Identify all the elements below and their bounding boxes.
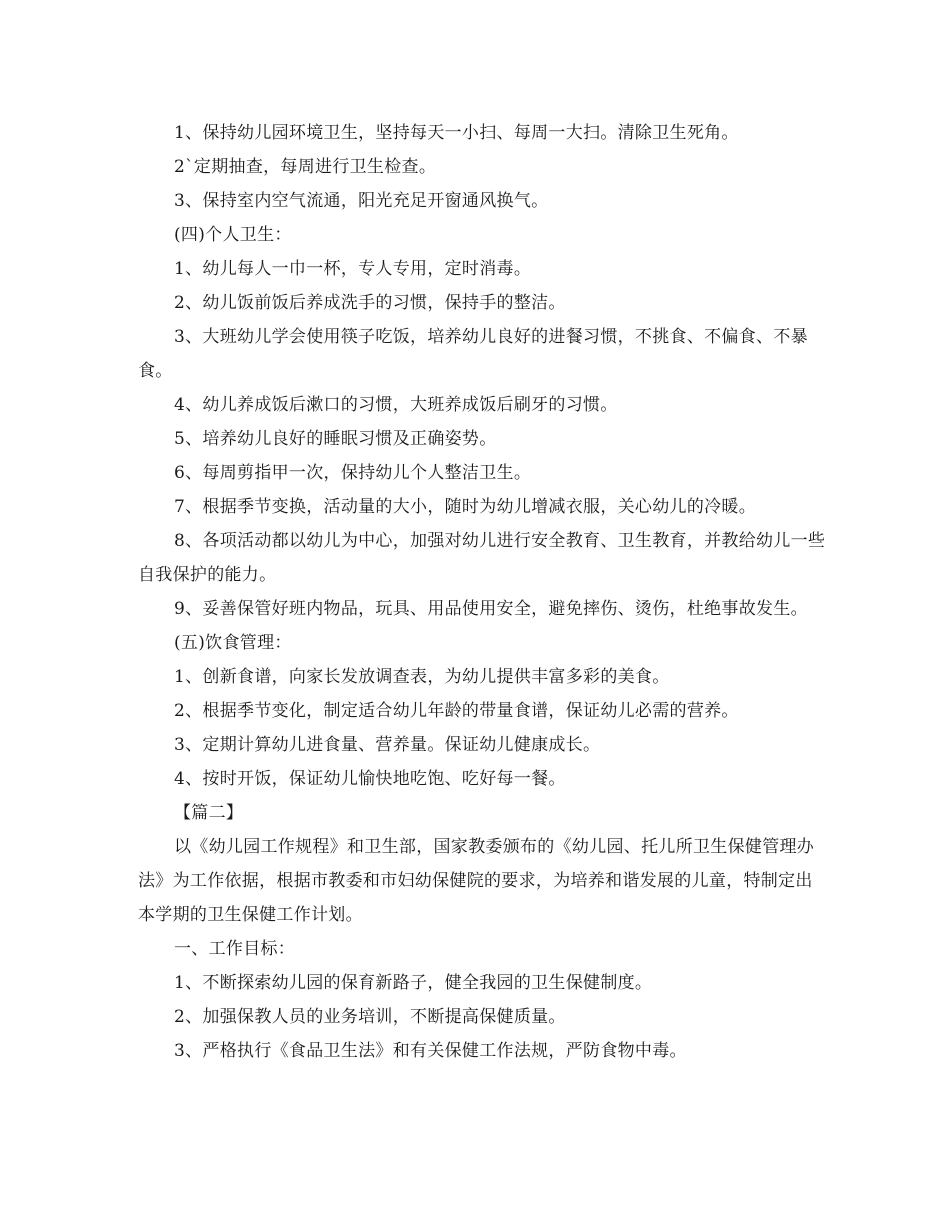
paragraph: 2、幼儿饭前饭后养成洗手的习惯，保持手的整洁。: [174, 293, 566, 313]
paragraph: 3、大班幼儿学会使用筷子吃饭，培养幼儿良好的进餐习惯，不挑食、不偏食、不暴食。: [138, 327, 808, 381]
paragraph: 7、根据季节变换，活动量的大小，随时为幼儿增减衣服，关心幼儿的冷暖。: [174, 497, 757, 517]
paragraph: 以《幼儿园工作规程》和卫生部，国家教委颁布的《幼儿园、托儿所卫生保健管理办法》为工作依据，根据市教委和市妇幼保健院的要求，为培养和谐发展的儿童，特制定出本学期的卫生保健工作计划。: [138, 837, 815, 925]
paragraph: 2、加强保教人员的业务培训，不断提高保健质量。: [174, 1007, 566, 1027]
paragraph: 9、妥善保管好班内物品，玩具、用品使用安全，避免摔伤、烫伤，杜绝事故发生。: [174, 599, 808, 619]
paragraph: 4、幼儿养成饭后漱口的习惯，大班养成饭后刷牙的习惯。: [174, 395, 618, 415]
paragraph: 2、根据季节变化，制定适合幼儿年龄的带量食谱，保证幼儿必需的营养。: [174, 701, 739, 721]
section-heading: (五)饮食管理：: [174, 633, 292, 653]
paragraph: 3、保持室内空气流通，阳光充足开窗通风换气。: [174, 191, 549, 211]
section-heading: 一、工作目标：: [174, 939, 296, 959]
paragraph: 8、各项活动都以幼儿为中心，加强对幼儿进行安全教育、卫生教育，并教给幼儿一些自我保护的能力。: [138, 531, 826, 585]
paragraph: 3、定期计算幼儿进食量、营养量。保证幼儿健康成长。: [174, 735, 601, 755]
paragraph: 2`定期抽查，每周进行卫生检查。: [174, 157, 437, 177]
part-heading: 【篇二】: [174, 803, 244, 823]
section-heading: (四)个人卫生：: [174, 225, 292, 245]
paragraph: 5、培养幼儿良好的睡眠习惯及正确姿势。: [174, 429, 497, 449]
paragraph: 6、每周剪指甲一次，保持幼儿个人整洁卫生。: [174, 463, 532, 483]
paragraph: 1、创新食谱，向家长发放调查表，为幼儿提供丰富多彩的美食。: [174, 667, 670, 687]
document-body: [138, 116, 828, 1068]
paragraph: 3、严格执行《食品卫生法》和有关保健工作法规，严防食物中毒。: [174, 1041, 687, 1061]
paragraph: 1、幼儿每人一巾一杯，专人专用，定时消毒。: [174, 259, 532, 279]
paragraph: 4、按时开饭，保证幼儿愉快地吃饱、吃好每一餐。: [174, 769, 566, 789]
paragraph: 1、保持幼儿园环境卫生，坚持每天一小扫、每周一大扫。清除卫生死角。: [174, 123, 739, 143]
paragraph: 1、不断探索幼儿园的保育新路子，健全我园的卫生保健制度。: [174, 973, 653, 993]
